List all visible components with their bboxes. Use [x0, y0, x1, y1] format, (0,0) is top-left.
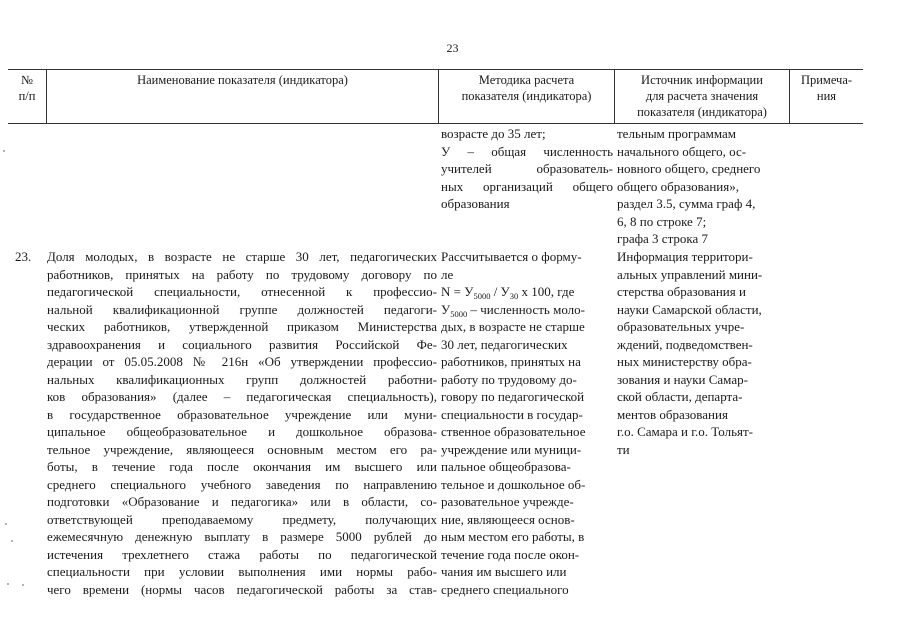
formula-lhs: N = У	[441, 284, 474, 299]
indicator-line: Доля молодых, в возрасте не старше 30 лет, педагогических	[47, 249, 437, 264]
indicator-line: ответствующей преподаваемому предмету, получающих	[47, 511, 437, 527]
indicator-line: ежемесячную денежную выплату в размере 5000 рублей до	[47, 529, 437, 544]
header-notes-line-2: ния	[816, 89, 837, 103]
formula-mid: / У	[490, 284, 510, 299]
scan-speck	[3, 150, 5, 152]
source-line: ти	[617, 441, 630, 457]
header-source-line-2: для расчета значения	[645, 89, 759, 103]
indicator-text	[47, 248, 437, 598]
method-formula	[441, 283, 613, 301]
method-line: работу по трудовому до-	[441, 371, 577, 387]
source-line: ментов образования	[617, 406, 728, 422]
scan-speck	[11, 540, 13, 542]
header-number-line-2: п/п	[18, 89, 36, 103]
continued-method-line: учителей образователь-	[441, 161, 613, 176]
indicator-line: среднего специального учебного заведения по направлению	[47, 476, 437, 492]
definition-text: – численность моло-	[467, 301, 585, 317]
indicator-line: нальных квалификационных групп должностей работни-	[47, 371, 437, 387]
header-source-line-3: показателя (индикатора)	[637, 105, 767, 119]
header-method-line-1: Методика расчета	[478, 73, 575, 87]
indicator-line: ципальное общеобразовательное и дошкольное образова-	[47, 424, 437, 439]
indicator-line: педагогической специальности, отнесенной к профессио-	[47, 284, 437, 299]
method-line: среднего специального	[441, 581, 569, 597]
method-line: учреждение или муници-	[441, 441, 582, 457]
indicator-line: ков образования» (далее – педагогическая специальность),	[47, 389, 437, 404]
indicator-line: истечения трехлетнего стажа работы по педагогической	[47, 546, 437, 562]
formula-subscript: 30	[509, 291, 519, 301]
method-line: работников, принятых на	[441, 354, 581, 369]
scan-speck	[22, 584, 24, 586]
page-number: 23	[446, 41, 459, 55]
indicator-line: в государственное образовательное учреждение или муни-	[47, 406, 437, 422]
indicator-line: ческих работников, утвержденной приказом Министерства	[47, 319, 437, 334]
source-line: ных министерству обра-	[617, 354, 752, 369]
indicator-line: дерации от 05.05.2008 № 216н «Об утверждении профессио-	[47, 354, 437, 369]
scan-speck	[7, 583, 9, 585]
method-line: разовательное учрежде-	[441, 494, 574, 509]
header-source	[615, 72, 789, 120]
method-line: Рассчитывается о форму-	[441, 249, 582, 264]
method-line: говору по педагогической	[441, 389, 585, 404]
header-notes-line-1: Примеча-	[800, 73, 853, 87]
continued-source-line: начального общего, ос-	[617, 143, 747, 159]
header-method	[439, 72, 614, 104]
continued-source-line: тельным программам	[617, 126, 736, 141]
header-indicator-name: Наименование показателя (индикатора)	[137, 73, 348, 87]
method-line: чания им высшего или	[441, 564, 567, 579]
method-line: течение года после окон-	[441, 546, 580, 562]
header-method-line-2: показателя (индикатора)	[461, 89, 592, 103]
method-line: ле	[441, 266, 454, 282]
header-number-line-1: №	[21, 73, 33, 87]
continued-method-line: образования	[441, 196, 510, 211]
method-cell	[441, 248, 613, 598]
definition-subscript: 5000	[450, 308, 468, 319]
method-definition	[441, 301, 613, 319]
source-line: Информация территори-	[617, 249, 753, 264]
header-source-line-1: Источник информации	[641, 73, 763, 87]
indicator-line: работников, принятых на работу по трудовому договору по	[47, 266, 437, 282]
indicator-line: здравоохранения и социального развития Российской Фе-	[47, 336, 437, 352]
source-line: образовательных учре-	[617, 319, 745, 334]
source-line: науки Самарской области,	[617, 301, 762, 317]
method-line: ным местом его работы, в	[441, 529, 585, 544]
source-line: зования и науки Самар-	[617, 371, 748, 387]
source-line: г.о. Самара и г.о. Тольят-	[617, 424, 754, 439]
continued-source-line: общего образования»,	[617, 178, 739, 194]
indicator-line: специальности при условии выполнения ими нормы рабо-	[47, 564, 437, 579]
method-line: дых, в возрасте не старше	[441, 319, 585, 334]
indicator-line: боты, в течение года после окончания им высшего или	[47, 459, 437, 474]
indicator-line: подготовки «Образование и педагогика» или в области, со-	[47, 494, 437, 509]
source-line: стерства образования и	[617, 284, 746, 299]
continued-method-line: У – общая численность	[441, 143, 613, 159]
continued-source-line: раздел 3.5, сумма граф 4,	[617, 196, 756, 211]
continued-method-line: возрасте до 35 лет;	[441, 126, 546, 141]
source-line: ской области, департа-	[617, 389, 743, 404]
header-notes	[790, 72, 863, 104]
scan-speck	[5, 523, 7, 525]
indicator-line: тельное учреждение, являющееся основным местом его ра-	[47, 441, 437, 457]
continued-source-line: графа 3 строка 7	[617, 231, 709, 246]
continued-method-cell	[441, 125, 613, 213]
table-header-bottom-border	[8, 123, 863, 124]
definition-var: У	[441, 301, 451, 317]
continued-method-line: ных организаций общего	[441, 178, 613, 194]
method-line: ние, являющееся основ-	[441, 511, 575, 527]
formula-subscript: 5000	[473, 291, 491, 301]
source-line: альных управлений мини-	[617, 266, 763, 282]
indicator-line: нальной квалификационной группе должностей педагоги-	[47, 301, 437, 317]
formula-rhs: х 100, где	[518, 284, 575, 299]
indicator-line: чего времени (нормы часов педагогической работы за став-	[47, 581, 437, 597]
source-line: ждений, подведомствен-	[617, 336, 753, 352]
method-line: пальное общеобразова-	[441, 459, 571, 474]
source-cell	[617, 248, 789, 458]
method-line: специальности в государ-	[441, 406, 583, 422]
header-number	[8, 72, 46, 104]
method-line: ственное образовательное	[441, 424, 586, 439]
continued-source-cell	[617, 125, 789, 248]
continued-source-line: 6, 8 по строке 7;	[617, 213, 707, 229]
method-line: тельное и дошкольное об-	[441, 476, 586, 492]
continued-source-line: новного общего, среднего	[617, 161, 761, 176]
method-line: 30 лет, педагогических	[441, 336, 568, 352]
table-top-border	[8, 69, 863, 70]
row-number: 23.	[15, 249, 32, 264]
